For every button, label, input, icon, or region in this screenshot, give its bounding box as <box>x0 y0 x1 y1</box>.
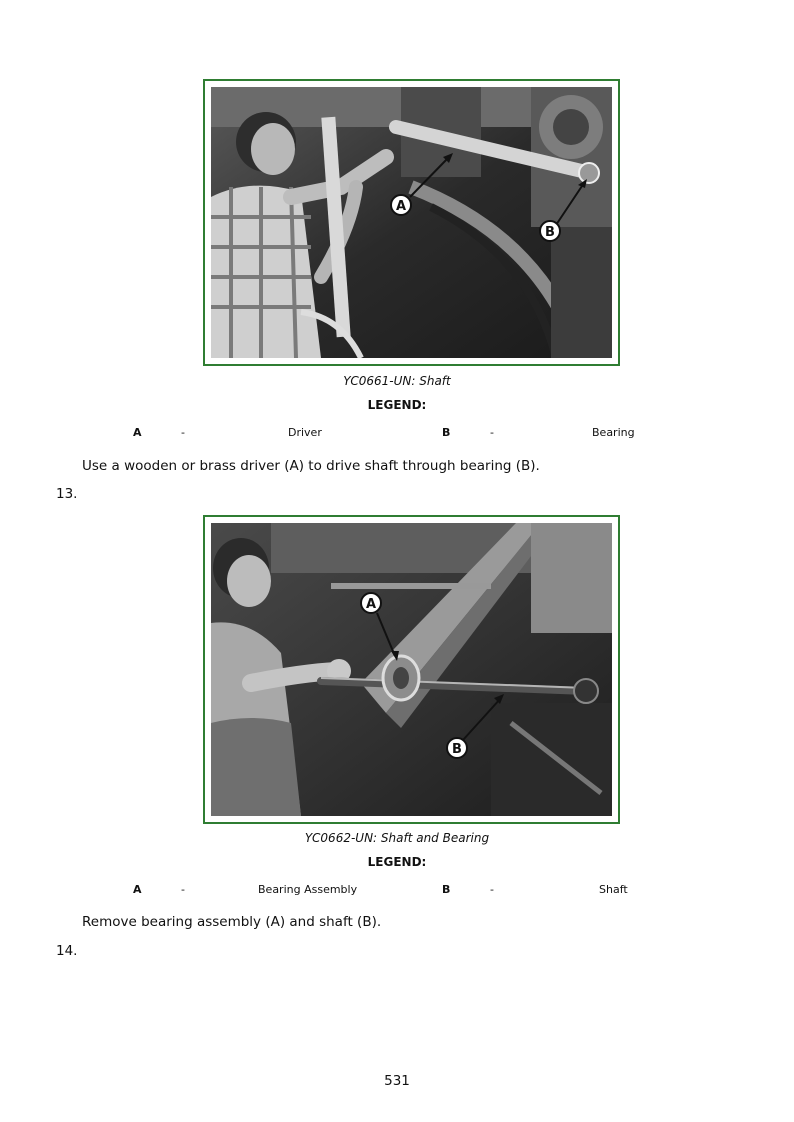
instruction-text: Use a wooden or brass driver (A) to drive shaft through bearing (B). <box>82 458 540 474</box>
legend-key: A <box>133 426 142 439</box>
callout-b-marker <box>540 221 560 241</box>
legend-key: B <box>442 426 451 439</box>
legend-separator: - <box>181 883 185 896</box>
step-number: 13. <box>56 486 78 502</box>
callout-a-marker <box>391 195 411 215</box>
page-number: 531 <box>384 1073 410 1089</box>
legend-key: A <box>133 883 142 896</box>
legend-separator: - <box>490 426 494 439</box>
callout-b-label: B <box>452 742 462 757</box>
photo-bearing-removal <box>211 523 612 816</box>
legend-key: B <box>442 883 451 896</box>
figure-caption: YC0662-UN: Shaft and Bearing <box>304 831 490 845</box>
figure-shaft-bearing-photo <box>203 515 620 824</box>
legend-separator: - <box>181 426 185 439</box>
callout-b-label: B <box>545 225 555 240</box>
legend-value: Bearing <box>592 426 635 439</box>
legend-separator: - <box>490 883 494 896</box>
legend-value: Driver <box>288 426 322 439</box>
figure-caption: YC0661-UN: Shaft <box>343 374 451 388</box>
legend-value: Shaft <box>599 883 628 896</box>
step-number: 14. <box>56 943 78 959</box>
figure-shaft-photo <box>203 79 620 366</box>
callout-a-label: A <box>395 199 407 214</box>
photo-shaft-driving <box>211 87 612 358</box>
legend-value: Bearing Assembly <box>258 883 358 896</box>
callout-a-label: A <box>365 597 377 612</box>
legend-title: LEGEND: <box>367 855 427 869</box>
legend-title: LEGEND: <box>367 398 427 412</box>
callout-a-marker <box>361 593 381 613</box>
callout-b-marker <box>447 738 467 758</box>
instruction-text: Remove bearing assembly (A) and shaft (B). <box>82 914 382 930</box>
